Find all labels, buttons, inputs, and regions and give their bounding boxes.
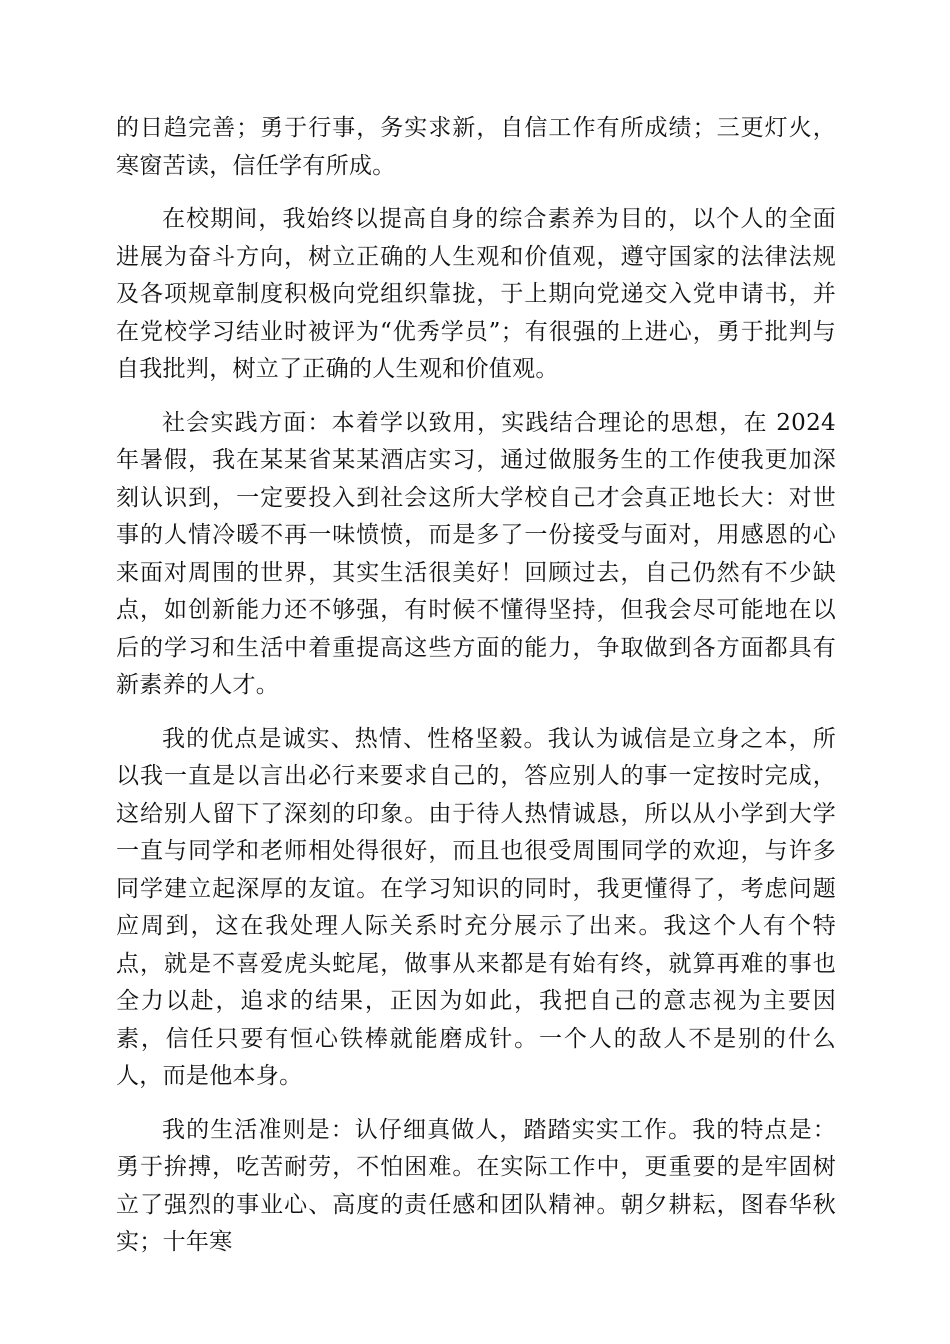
paragraph-2: 在校期间，我始终以提高自身的综合素养为目的，以个人的全面进展为奋斗方向，树立正确的人生观和价值观，遵守国家的法律法规及各项规章制度积极向党组织靠拢，于上期向党递交入党申请书，并在党校学习结业时被评为“优秀学员”；有很强的上进心，勇于批判与自我批判，树立了正确的人生观和价值观。	[116, 206, 836, 382]
document-body	[116, 110, 836, 1278]
paragraph-1: 的日趋完善；勇于行事，务实求新，自信工作有所成绩；三更灯火，寒窗苦读，信任学有所成。	[116, 115, 836, 179]
paragraph-3: 社会实践方面：本着学以致用，实践结合理论的思想，在 2024 年暑假，我在某某省某某酒店实习，通过做服务生的工作使我更加深刻认识到，一定要投入到社会这所大学校自己才会真正地长大：对世事的人情冷暖不再一味愤愤，而是多了一份接受与面对，用感恩的心来面对周围的世界，其实生活很美好！回顾过去，自己仍然有不少缺点，如创新能力还不够强，有时候不懂得坚持，但我会尽可能地在以后的学习和生活中着重提高这些方面的能力，争取做到各方面都具有新素养的人才。	[116, 409, 836, 698]
paragraph-4: 我的优点是诚实、热情、性格坚毅。我认为诚信是立身之本，所以我一直是以言出必行来要求自己的，答应别人的事一定按时完成，这给别人留下了深刻的印象。由于待人热情诚恳，所以从小学到大学一直与同学和老师相处得很好，而且也很受周围同学的欢迎，与许多同学建立起深厚的友谊。在学习知识的同时，我更懂得了，考虑问题应周到，这在我处理人际关系时充分展示了出来。我这个人有个特点，就是不喜爱虎头蛇尾，做事从来都是有始有终，就算再难的事也全力以赴，追求的结果，正因为如此，我把自己的意志视为主要因素，信任只要有恒心铁棒就能磨成针。一个人的敌人不是别的什么人，而是他本身。	[116, 725, 836, 1089]
paragraph-5: 我的生活准则是：认仔细真做人，踏踏实实工作。我的特点是：勇于拚搏，吃苦耐劳，不怕困难。在实际工作中，更重要的是牢固树立了强烈的事业心、高度的责任感和团队精神。朝夕耕耘，图春华秋实；十年寒	[116, 1116, 836, 1255]
